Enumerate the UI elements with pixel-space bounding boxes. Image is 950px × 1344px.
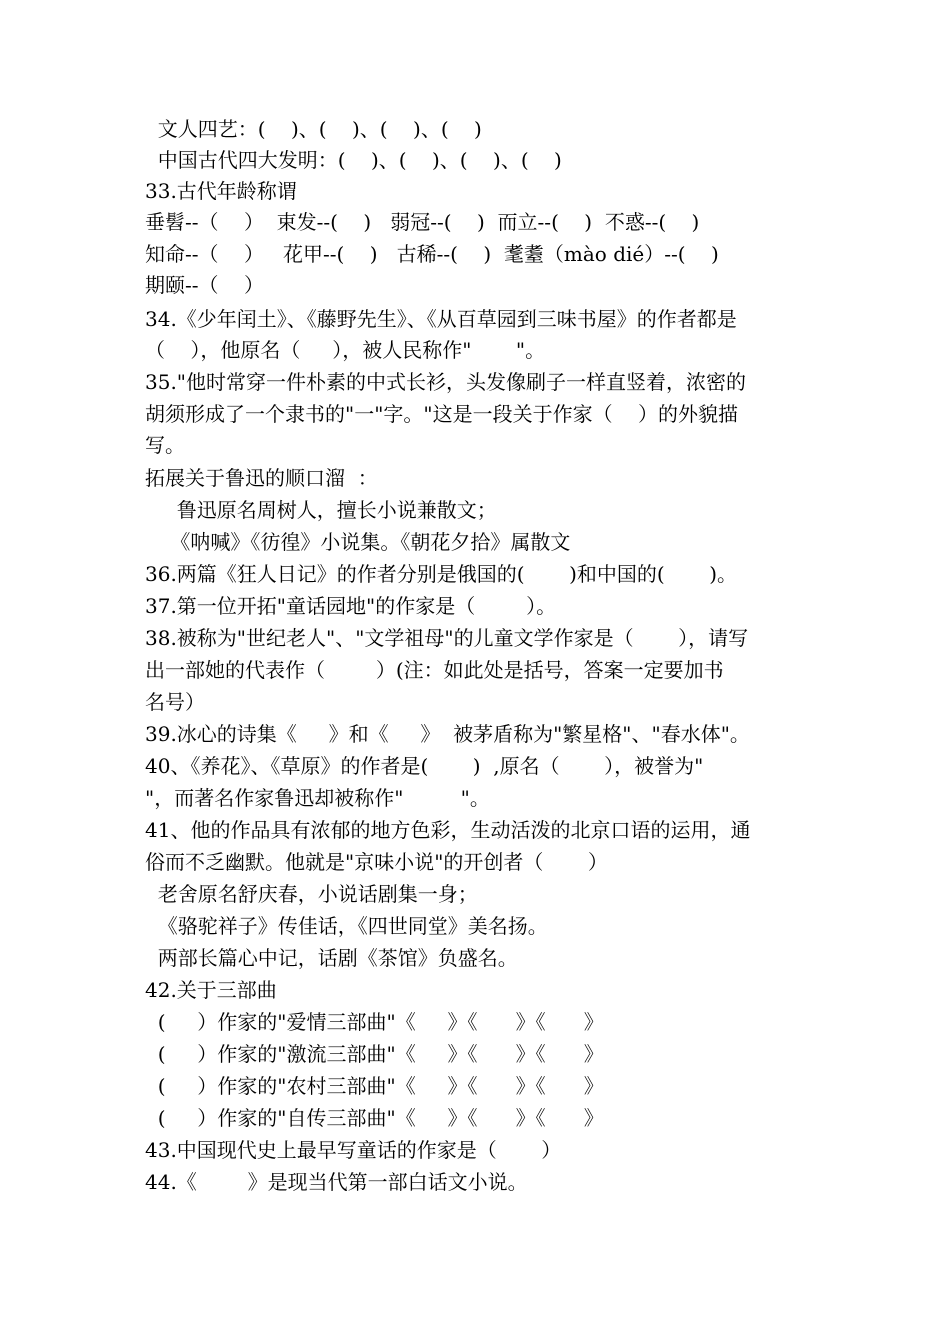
- line-four-arts: 文人四艺：( )、( )、( )、( ): [145, 117, 482, 141]
- laoshe-rhyme-line-1: 老舍原名舒庆春，小说话剧集一身；: [145, 882, 478, 906]
- question-38-line-3: 名号）: [145, 690, 205, 714]
- question-40-line-1: 40、《养花》、《草原》的作者是( ) ,原名（ ），被誉为": [145, 754, 704, 778]
- question-39: 39.冰心的诗集《 》和《 》 被茅盾称为"繁星格"、"春水体"。: [145, 722, 750, 746]
- question-44: 44.《 》是现当代第一部白话文小说。: [145, 1170, 528, 1194]
- question-42-heading: 42.关于三部曲: [145, 978, 277, 1002]
- question-38-line-2: 出一部她的代表作（ ）(注：如此处是括号，答案一定要加书: [145, 658, 724, 682]
- luxun-rhyme-heading: 拓展关于鲁迅的顺口溜 ：: [145, 466, 378, 490]
- luxun-rhyme-line-2: 《呐喊》《彷徨》小说集。《朝花夕拾》属散文: [145, 530, 571, 554]
- question-37: 37.第一位开拓"童话园地"的作家是（ ）。: [145, 594, 557, 618]
- laoshe-rhyme-line-3: 两部长篇心中记，话剧《茶馆》负盛名。: [145, 946, 518, 970]
- question-41-line-1: 41、他的作品具有浓郁的地方色彩，生动活泼的北京口语的运用，通: [145, 818, 751, 842]
- trilogy-torrent: ( ）作家的"激流三部曲"《 》《 》《 》: [145, 1042, 604, 1066]
- luxun-rhyme-line-1: 鲁迅原名周树人，擅长小说兼散文；: [145, 498, 497, 522]
- question-35-line-2: 胡须形成了一个隶书的"一"字。"这是一段关于作家（ ）的外貌描: [145, 402, 739, 426]
- trilogy-autobiography: ( ）作家的"自传三部曲"《 》《 》《 》: [145, 1106, 604, 1130]
- question-43: 43.中国现代史上最早写童话的作家是（ ）: [145, 1138, 562, 1162]
- question-36: 36.两篇《狂人日记》的作者分别是俄国的( )和中国的( )。: [145, 562, 738, 586]
- age-terms-row-1: 垂髫--（ ） 束发--( ) 弱冠--( ) 而立--( ) 不惑--( ): [145, 210, 700, 234]
- question-41-line-2: 俗而不乏幽默。他就是"京味小说"的开创者（ ）: [145, 850, 608, 874]
- question-35-line-3: 写。: [145, 433, 185, 457]
- question-38-line-1: 38.被称为"世纪老人"、"文学祖母"的儿童文学作家是（ ），请写: [145, 626, 749, 650]
- question-35-line-1: 35."他时常穿一件朴素的中式长衫，头发像刷子一样直竖着，浓密的: [145, 370, 747, 394]
- age-terms-row-3: 期颐--（ ）: [145, 273, 264, 297]
- question-40-line-2: "，而著名作家鲁迅却被称作" "。: [145, 786, 490, 810]
- trilogy-rural: ( ）作家的"农村三部曲"《 》《 》《 》: [145, 1074, 604, 1098]
- question-34-line-1: 34.《少年闰土》、《藤野先生》、《从百草园到三味书屋》的作者都是: [145, 307, 737, 331]
- question-33-heading: 33.古代年龄称谓: [145, 179, 297, 203]
- trilogy-love: ( ）作家的"爱情三部曲"《 》《 》《 》: [145, 1010, 604, 1034]
- question-34-line-2: （ ），他原名（ ），被人民称作" "。: [145, 338, 546, 362]
- age-terms-row-2: 知命--（ ） 花甲--( ) 古稀--( ) 耄耋（mào dié）--( ): [145, 242, 719, 266]
- laoshe-rhyme-line-2: 《骆驼祥子》传佳话，《四世同堂》美名扬。: [145, 914, 548, 938]
- line-four-inventions: 中国古代四大发明：( )、( )、( )、( ): [145, 148, 562, 172]
